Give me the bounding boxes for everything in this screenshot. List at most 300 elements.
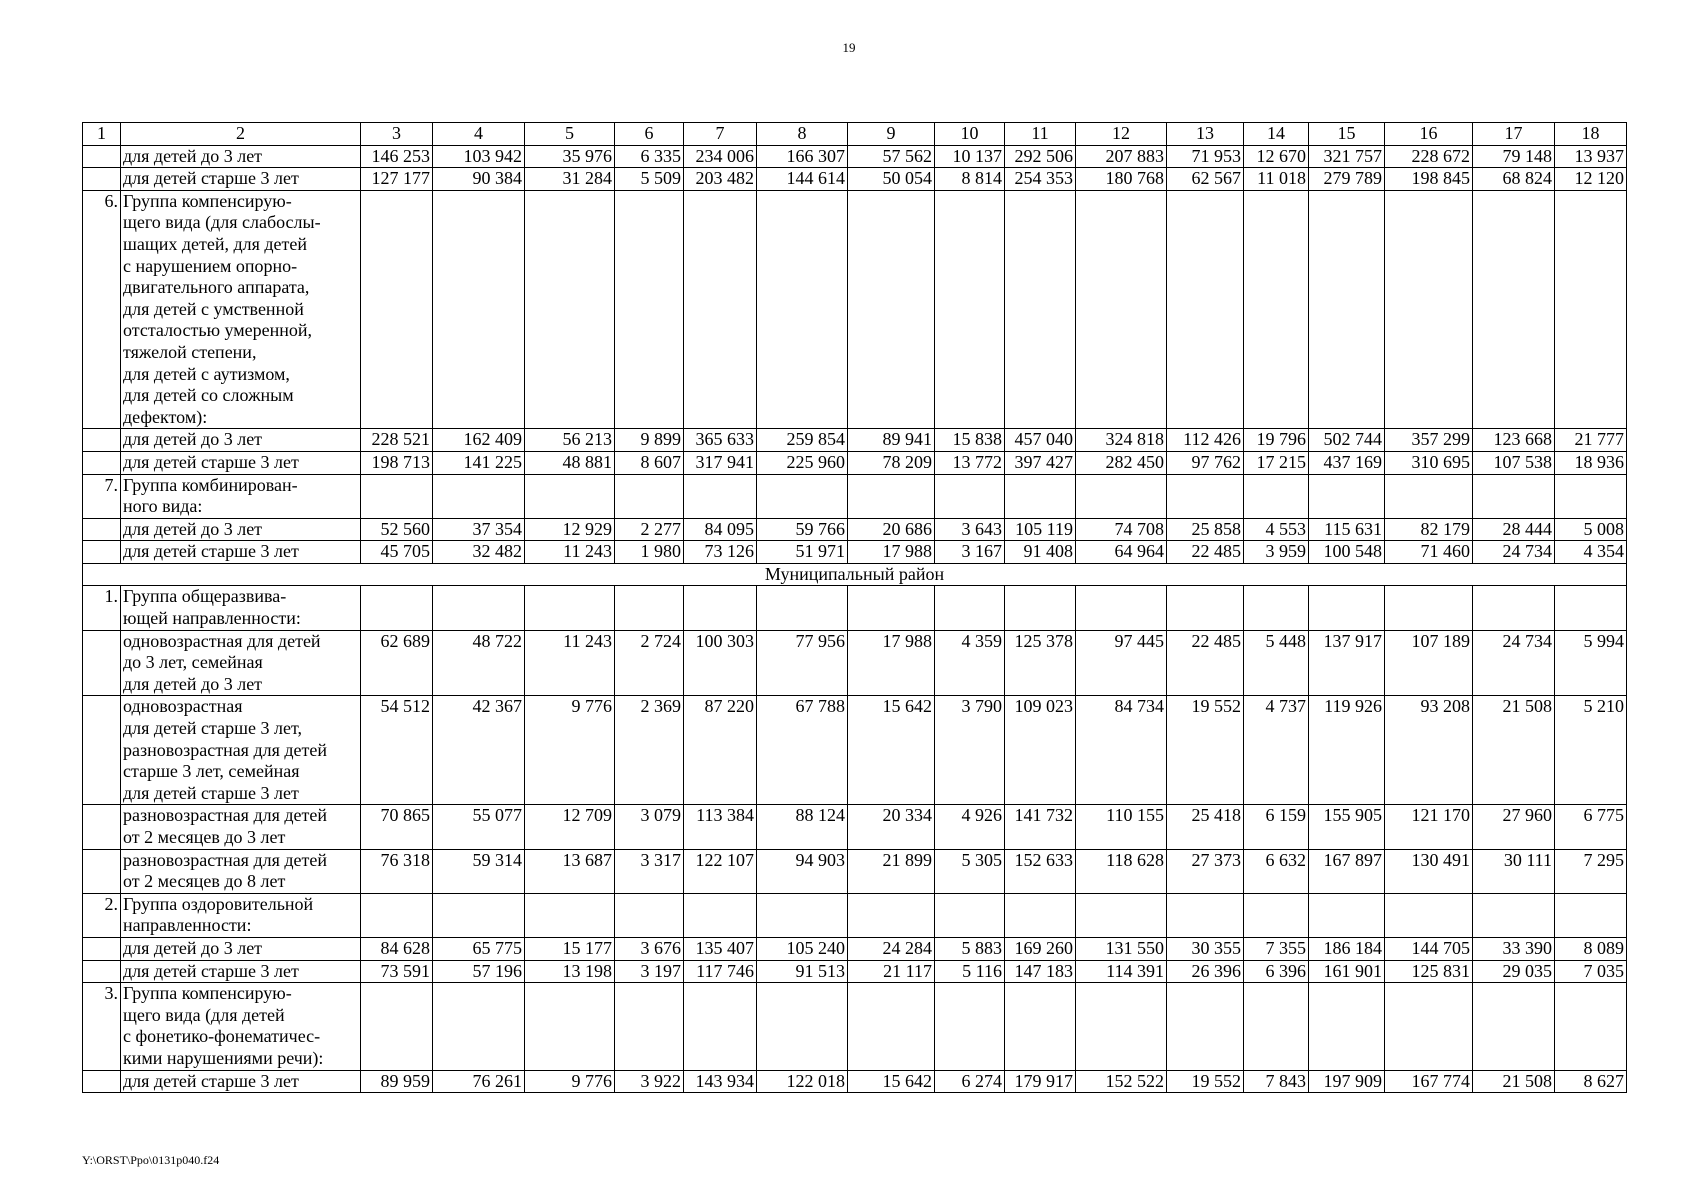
value-cell: 100 303 (684, 630, 757, 696)
value-cell: 73 126 (684, 541, 757, 564)
description-line: дефектом): (123, 406, 208, 427)
value-cell (1555, 190, 1627, 429)
value-cell (1555, 983, 1627, 1070)
value-cell: 5 994 (1555, 630, 1627, 696)
value-cell (684, 893, 757, 937)
column-number-header: 5 (525, 123, 615, 146)
description-line: двигательного аппарата, (123, 277, 310, 298)
value-cell: 141 225 (433, 451, 525, 474)
row-number-cell (83, 1070, 121, 1093)
value-cell (935, 893, 1005, 937)
value-cell: 25 858 (1167, 518, 1244, 541)
value-cell (615, 474, 684, 518)
value-cell: 12 670 (1244, 145, 1309, 168)
value-cell: 70 865 (361, 805, 433, 849)
value-cell: 6 396 (1244, 960, 1309, 983)
value-cell: 21 777 (1555, 429, 1627, 452)
value-cell: 5 008 (1555, 518, 1627, 541)
value-cell: 103 942 (433, 145, 525, 168)
group-description-cell (121, 630, 361, 696)
description-line: для детей старше 3 лет (123, 1070, 299, 1091)
value-cell: 27 373 (1167, 849, 1244, 893)
value-cell: 19 552 (1167, 1070, 1244, 1093)
value-cell (1167, 983, 1244, 1070)
value-cell: 2 369 (615, 696, 684, 805)
value-cell: 32 482 (433, 541, 525, 564)
table-row (83, 630, 1627, 696)
value-cell: 6 632 (1244, 849, 1309, 893)
row-number-cell (83, 429, 121, 452)
value-cell: 144 614 (757, 168, 848, 191)
value-cell (433, 893, 525, 937)
table-row (83, 190, 1627, 429)
value-cell: 84 628 (361, 937, 433, 960)
group-description-cell (121, 541, 361, 564)
group-description-cell (121, 805, 361, 849)
value-cell: 79 148 (1473, 145, 1555, 168)
description-line: для детей со сложным (123, 385, 294, 406)
description-line: отсталостью умеренной, (123, 320, 313, 341)
value-cell (1473, 983, 1555, 1070)
value-cell: 89 959 (361, 1070, 433, 1093)
value-cell: 45 705 (361, 541, 433, 564)
value-cell: 310 695 (1385, 451, 1473, 474)
value-cell: 18 936 (1555, 451, 1627, 474)
value-cell: 20 686 (848, 518, 935, 541)
value-cell: 21 508 (1473, 1070, 1555, 1093)
value-cell: 65 775 (433, 937, 525, 960)
value-cell: 31 284 (525, 168, 615, 191)
description-line: от 2 месяцев до 8 лет (123, 871, 286, 892)
value-cell (757, 586, 848, 630)
column-number-header: 13 (1167, 123, 1244, 146)
group-description-cell (121, 451, 361, 474)
row-number-cell (83, 849, 121, 893)
value-cell: 7 843 (1244, 1070, 1309, 1093)
group-description-cell (121, 586, 361, 630)
value-cell: 84 734 (1076, 696, 1167, 805)
row-number-cell: 6. (83, 190, 121, 429)
value-cell (361, 893, 433, 937)
description-line: одновозрастная (123, 696, 243, 717)
value-cell: 121 170 (1385, 805, 1473, 849)
value-cell: 42 367 (433, 696, 525, 805)
value-cell: 259 854 (757, 429, 848, 452)
group-description-cell (121, 429, 361, 452)
value-cell (361, 586, 433, 630)
value-cell: 3 079 (615, 805, 684, 849)
value-cell: 115 631 (1309, 518, 1385, 541)
value-cell: 4 354 (1555, 541, 1627, 564)
value-cell: 21 508 (1473, 696, 1555, 805)
description-line: от 2 месяцев до 3 лет (123, 827, 286, 847)
value-cell: 122 018 (757, 1070, 848, 1093)
table-row (83, 518, 1627, 541)
value-cell: 15 642 (848, 696, 935, 805)
value-cell: 100 548 (1309, 541, 1385, 564)
value-cell: 166 307 (757, 145, 848, 168)
value-cell: 77 956 (757, 630, 848, 696)
value-cell (1555, 474, 1627, 518)
value-cell: 6 159 (1244, 805, 1309, 849)
table-header-row (83, 123, 1627, 146)
value-cell: 59 314 (433, 849, 525, 893)
value-cell (525, 983, 615, 1070)
group-description-cell (121, 518, 361, 541)
value-cell: 5 210 (1555, 696, 1627, 805)
value-cell: 20 334 (848, 805, 935, 849)
value-cell: 64 964 (1076, 541, 1167, 564)
value-cell: 397 427 (1005, 451, 1076, 474)
value-cell: 35 976 (525, 145, 615, 168)
row-number-cell (83, 937, 121, 960)
value-cell: 73 591 (361, 960, 433, 983)
value-cell: 78 209 (848, 451, 935, 474)
value-cell: 105 119 (1005, 518, 1076, 541)
value-cell (615, 190, 684, 429)
column-number-header: 7 (684, 123, 757, 146)
value-cell (1076, 190, 1167, 429)
value-cell: 3 790 (935, 696, 1005, 805)
value-cell: 162 409 (433, 429, 525, 452)
value-cell: 2 724 (615, 630, 684, 696)
value-cell (361, 983, 433, 1070)
row-number-cell (83, 145, 121, 168)
table-row (83, 429, 1627, 452)
value-cell (1244, 893, 1309, 937)
column-number-header: 10 (935, 123, 1005, 146)
table-body (83, 123, 1627, 1093)
value-cell: 37 354 (433, 518, 525, 541)
description-line: с фонетико-фонематичес- (123, 1026, 321, 1047)
value-cell (1076, 983, 1167, 1070)
value-cell: 24 734 (1473, 541, 1555, 564)
value-cell: 198 845 (1385, 168, 1473, 191)
group-description-cell (121, 893, 361, 937)
value-cell: 19 796 (1244, 429, 1309, 452)
value-cell: 152 522 (1076, 1070, 1167, 1093)
description-line: для детей старше 3 лет (123, 168, 299, 189)
value-cell: 21 899 (848, 849, 935, 893)
group-description-cell (121, 1070, 361, 1093)
table-row (83, 849, 1627, 893)
description-line: для детей до 3 лет (123, 518, 263, 539)
value-cell: 48 881 (525, 451, 615, 474)
value-cell: 7 295 (1555, 849, 1627, 893)
description-line: для детей старше 3 лет (123, 541, 299, 562)
value-cell: 15 838 (935, 429, 1005, 452)
value-cell: 30 355 (1167, 937, 1244, 960)
value-cell: 71 953 (1167, 145, 1244, 168)
value-cell: 4 737 (1244, 696, 1309, 805)
value-cell: 7 355 (1244, 937, 1309, 960)
row-number-cell: 3. (83, 983, 121, 1070)
description-line: направленности: (123, 915, 252, 936)
row-number-cell: 1. (83, 586, 121, 630)
value-cell: 282 450 (1076, 451, 1167, 474)
description-line: Группа комбинирован- (123, 474, 298, 495)
value-cell: 62 689 (361, 630, 433, 696)
description-line: разновозрастная для детей (123, 805, 328, 826)
description-line: для детей до 3 лет (123, 145, 263, 166)
group-description-cell (121, 190, 361, 429)
value-cell: 62 567 (1167, 168, 1244, 191)
value-cell: 91 408 (1005, 541, 1076, 564)
value-cell: 9 776 (525, 1070, 615, 1093)
value-cell: 131 550 (1076, 937, 1167, 960)
value-cell: 59 766 (757, 518, 848, 541)
value-cell: 9 776 (525, 696, 615, 805)
value-cell (1244, 474, 1309, 518)
group-description-cell (121, 145, 361, 168)
value-cell: 125 831 (1385, 960, 1473, 983)
value-cell (1005, 983, 1076, 1070)
value-cell (1385, 983, 1473, 1070)
value-cell: 105 240 (757, 937, 848, 960)
value-cell: 3 197 (615, 960, 684, 983)
value-cell (1309, 893, 1385, 937)
value-cell: 97 762 (1167, 451, 1244, 474)
value-cell: 110 155 (1076, 805, 1167, 849)
value-cell (848, 983, 935, 1070)
value-cell (684, 586, 757, 630)
table-row (83, 541, 1627, 564)
value-cell: 50 054 (848, 168, 935, 191)
value-cell (1555, 893, 1627, 937)
value-cell (1309, 586, 1385, 630)
description-line: одновозрастная для детей (123, 630, 321, 651)
value-cell (1076, 893, 1167, 937)
value-cell (1309, 190, 1385, 429)
value-cell: 29 035 (1473, 960, 1555, 983)
column-number-header: 14 (1244, 123, 1309, 146)
value-cell: 12 709 (525, 805, 615, 849)
description-line: для детей старше 3 лет, (123, 718, 302, 739)
value-cell (1385, 893, 1473, 937)
description-line: для детей с умственной (123, 298, 304, 319)
value-cell: 52 560 (361, 518, 433, 541)
value-cell: 141 732 (1005, 805, 1076, 849)
value-cell (848, 474, 935, 518)
value-cell: 25 418 (1167, 805, 1244, 849)
table-row (83, 586, 1627, 630)
value-cell: 4 926 (935, 805, 1005, 849)
value-cell: 146 253 (361, 145, 433, 168)
value-cell: 3 922 (615, 1070, 684, 1093)
value-cell: 15 642 (848, 1070, 935, 1093)
description-line: для детей с аутизмом, (123, 363, 290, 384)
value-cell: 127 177 (361, 168, 433, 191)
value-cell (848, 586, 935, 630)
value-cell: 7 035 (1555, 960, 1627, 983)
value-cell: 90 384 (433, 168, 525, 191)
value-cell: 8 607 (615, 451, 684, 474)
value-cell: 118 628 (1076, 849, 1167, 893)
value-cell: 1 980 (615, 541, 684, 564)
description-line: ного вида: (123, 496, 203, 517)
value-cell: 135 407 (684, 937, 757, 960)
value-cell: 68 824 (1473, 168, 1555, 191)
column-number-header: 2 (121, 123, 361, 146)
value-cell: 33 390 (1473, 937, 1555, 960)
value-cell (1005, 893, 1076, 937)
description-line: для детей до 3 лет (123, 429, 263, 450)
value-cell: 357 299 (1385, 429, 1473, 452)
group-description-cell (121, 960, 361, 983)
value-cell (1244, 983, 1309, 1070)
value-cell: 9 899 (615, 429, 684, 452)
value-cell: 119 926 (1309, 696, 1385, 805)
group-description-cell (121, 983, 361, 1070)
table-row (83, 451, 1627, 474)
value-cell: 5 116 (935, 960, 1005, 983)
value-cell (757, 893, 848, 937)
description-line: кими нарушениями речи): (123, 1047, 324, 1068)
description-line: ющей направленности: (123, 608, 301, 629)
description-line: для детей до 3 лет (123, 673, 263, 694)
group-description-cell (121, 474, 361, 518)
value-cell: 57 196 (433, 960, 525, 983)
value-cell (1005, 586, 1076, 630)
value-cell: 17 988 (848, 630, 935, 696)
value-cell: 143 934 (684, 1070, 757, 1093)
value-cell: 152 633 (1005, 849, 1076, 893)
value-cell (684, 474, 757, 518)
value-cell: 186 184 (1309, 937, 1385, 960)
table-row (83, 937, 1627, 960)
value-cell (433, 586, 525, 630)
column-number-header: 8 (757, 123, 848, 146)
table-row (83, 474, 1627, 518)
value-cell (1385, 474, 1473, 518)
description-line: с нарушением опорно- (123, 255, 298, 276)
description-line: щего вида (для слабослы- (123, 212, 321, 233)
value-cell: 437 169 (1309, 451, 1385, 474)
value-cell: 28 444 (1473, 518, 1555, 541)
value-cell: 225 960 (757, 451, 848, 474)
value-cell (1309, 983, 1385, 1070)
value-cell: 89 941 (848, 429, 935, 452)
value-cell: 13 198 (525, 960, 615, 983)
value-cell (433, 474, 525, 518)
value-cell (525, 474, 615, 518)
value-cell: 161 901 (1309, 960, 1385, 983)
value-cell (1076, 586, 1167, 630)
value-cell: 54 512 (361, 696, 433, 805)
column-number-header: 6 (615, 123, 684, 146)
value-cell: 228 672 (1385, 145, 1473, 168)
value-cell: 228 521 (361, 429, 433, 452)
value-cell (1473, 474, 1555, 518)
value-cell: 321 757 (1309, 145, 1385, 168)
value-cell: 167 897 (1309, 849, 1385, 893)
value-cell: 137 917 (1309, 630, 1385, 696)
value-cell (1167, 474, 1244, 518)
row-number-cell: 7. (83, 474, 121, 518)
description-line: разновозрастная для детей (123, 849, 328, 870)
value-cell: 279 789 (1309, 168, 1385, 191)
column-number-header: 11 (1005, 123, 1076, 146)
value-cell: 317 941 (684, 451, 757, 474)
value-cell: 74 708 (1076, 518, 1167, 541)
footer-file-path: Y:\ORST\Ppo\0131p040.f24 (82, 1153, 220, 1167)
value-cell (757, 983, 848, 1070)
value-cell (1385, 586, 1473, 630)
value-cell (1005, 190, 1076, 429)
value-cell (1473, 893, 1555, 937)
value-cell: 97 445 (1076, 630, 1167, 696)
value-cell: 198 713 (361, 451, 433, 474)
value-cell: 457 040 (1005, 429, 1076, 452)
value-cell: 147 183 (1005, 960, 1076, 983)
value-cell: 5 448 (1244, 630, 1309, 696)
value-cell: 19 552 (1167, 696, 1244, 805)
value-cell: 130 491 (1385, 849, 1473, 893)
value-cell (433, 983, 525, 1070)
value-cell: 4 553 (1244, 518, 1309, 541)
value-cell: 48 722 (433, 630, 525, 696)
value-cell: 169 260 (1005, 937, 1076, 960)
value-cell: 82 179 (1385, 518, 1473, 541)
value-cell: 11 018 (1244, 168, 1309, 191)
value-cell: 93 208 (1385, 696, 1473, 805)
column-number-header: 4 (433, 123, 525, 146)
value-cell (1309, 474, 1385, 518)
value-cell: 113 384 (684, 805, 757, 849)
value-cell: 21 117 (848, 960, 935, 983)
value-cell: 13 687 (525, 849, 615, 893)
page-number: 19 (842, 40, 856, 55)
value-cell: 91 513 (757, 960, 848, 983)
value-cell: 123 668 (1473, 429, 1555, 452)
row-number-cell (83, 451, 121, 474)
value-cell (935, 190, 1005, 429)
row-number-cell (83, 630, 121, 696)
table-row (83, 696, 1627, 805)
value-cell (1167, 586, 1244, 630)
value-cell (525, 586, 615, 630)
value-cell (361, 474, 433, 518)
value-cell: 13 772 (935, 451, 1005, 474)
table-row (83, 145, 1627, 168)
value-cell: 144 705 (1385, 937, 1473, 960)
value-cell: 57 562 (848, 145, 935, 168)
value-cell: 2 277 (615, 518, 684, 541)
value-cell: 17 988 (848, 541, 935, 564)
column-number-header: 17 (1473, 123, 1555, 146)
section-row (83, 563, 1627, 586)
value-cell: 11 243 (525, 541, 615, 564)
column-number-header: 15 (1309, 123, 1385, 146)
value-cell: 117 746 (684, 960, 757, 983)
value-cell: 6 335 (615, 145, 684, 168)
description-line: для детей старше 3 лет (123, 782, 299, 803)
value-cell (1167, 190, 1244, 429)
value-cell: 254 353 (1005, 168, 1076, 191)
value-cell: 67 788 (757, 696, 848, 805)
value-cell (525, 893, 615, 937)
value-cell: 11 243 (525, 630, 615, 696)
value-cell: 3 167 (935, 541, 1005, 564)
value-cell: 207 883 (1076, 145, 1167, 168)
tariff-table (82, 122, 1627, 1093)
value-cell (935, 474, 1005, 518)
value-cell (757, 474, 848, 518)
value-cell (615, 983, 684, 1070)
description-line: для детей до 3 лет (123, 937, 263, 958)
value-cell (525, 190, 615, 429)
value-cell: 15 177 (525, 937, 615, 960)
